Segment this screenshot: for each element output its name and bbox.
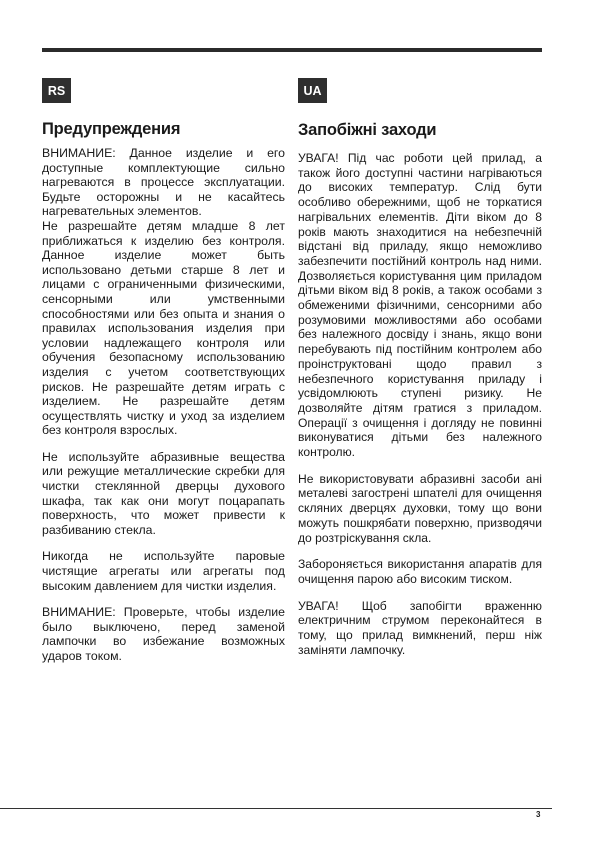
page-number: 3: [536, 810, 541, 819]
paragraph: Не разрешайте детям младше 8 лет приближаться к изделию без контроля. Данное изделие может быть использовано детьми старше 8 лет и лицами с ограниченными физическими, сенсорными или умственными способностями или без опыта и знания о правилах использования изделия при условии надлежащего контроля или обучения безопасному использованию изделия с учетом соответствующих рисков. Не разрешайте детям играть с изделием. Не разрешайте детям осуществлять чистку и уход за изделием без контроля взрослых.: [42, 218, 285, 438]
bottom-rule: [0, 808, 552, 809]
language-badge-rs: RS: [42, 78, 71, 103]
paragraph: Не використовувати абразивні засоби ані металеві загострені шпателі для очищення скляних дверцях духовки, тому що вони можуть пошкрябати поверхню, призводячи до розтріскування скла.: [298, 471, 542, 545]
paragraph: УВАГА! Під час роботи цей прилад, а також його доступні частини нагріваються до високих температур. Слід бути особливо обережними, щоб не торкатися нагрівальних елементів. Діти віком до 8 років мають знаходитися на небезпечній відстані від приладу, якщо неможливо забезпечити постійний контроль над ними. Дозволяється користування цим приладом дітьми віком від 8 років, а також особами з обмеженими фізичними, сенсорними або розумовими можливостями або особами без належного досвіду і знань, якщо вони перебувають під постійним контролем або проінструктовані щодо правил з небезпечного користування приладу і усвідомлюють ступені ризику. Не дозволяйте дітям гратися з приладом. Операції з очищення і догляду не повинні виконуватися дітьми без належного контролю.: [298, 151, 542, 460]
section-heading-ua: Запобіжні заходи: [298, 121, 437, 139]
column-rs: [42, 78, 285, 676]
paragraph: Не используйте абразивные вещества или режущие металлические скребки для чистки стеклянной дверцы духового шкафа, так как они могут поцарапать поверхность, что может привести к разбиванию стекла.: [42, 449, 285, 537]
paragraph: УВАГА! Щоб запобігти враженню електричним струмом переконайтеся в тому, що прилад вимкнений, перш ніж заміняти лампочку.: [298, 598, 542, 657]
paragraph: ВНИМАНИЕ: Проверьте, чтобы изделие было выключено, перед заменой лампочки во избежание возможных ударов током.: [42, 605, 285, 663]
paragraph: Забороняється використання апаратів для очищення парою або високим тиском.: [298, 557, 542, 586]
paragraph: Никогда не используйте паровые чистящие агрегаты или агрегаты под высоким давлением для чистки изделия.: [42, 549, 285, 593]
column-ua: [298, 78, 542, 670]
language-badge-ua: UA: [298, 78, 327, 103]
section-heading-rs: Предупреждения: [42, 120, 181, 138]
top-rule: [42, 48, 542, 52]
paragraph: ВНИМАНИЕ: Данное изделие и его доступные комплектующие сильно нагреваются в процессе эксплуатации. Будьте осторожны и не касайтесь нагревательных элементов.: [42, 146, 285, 219]
